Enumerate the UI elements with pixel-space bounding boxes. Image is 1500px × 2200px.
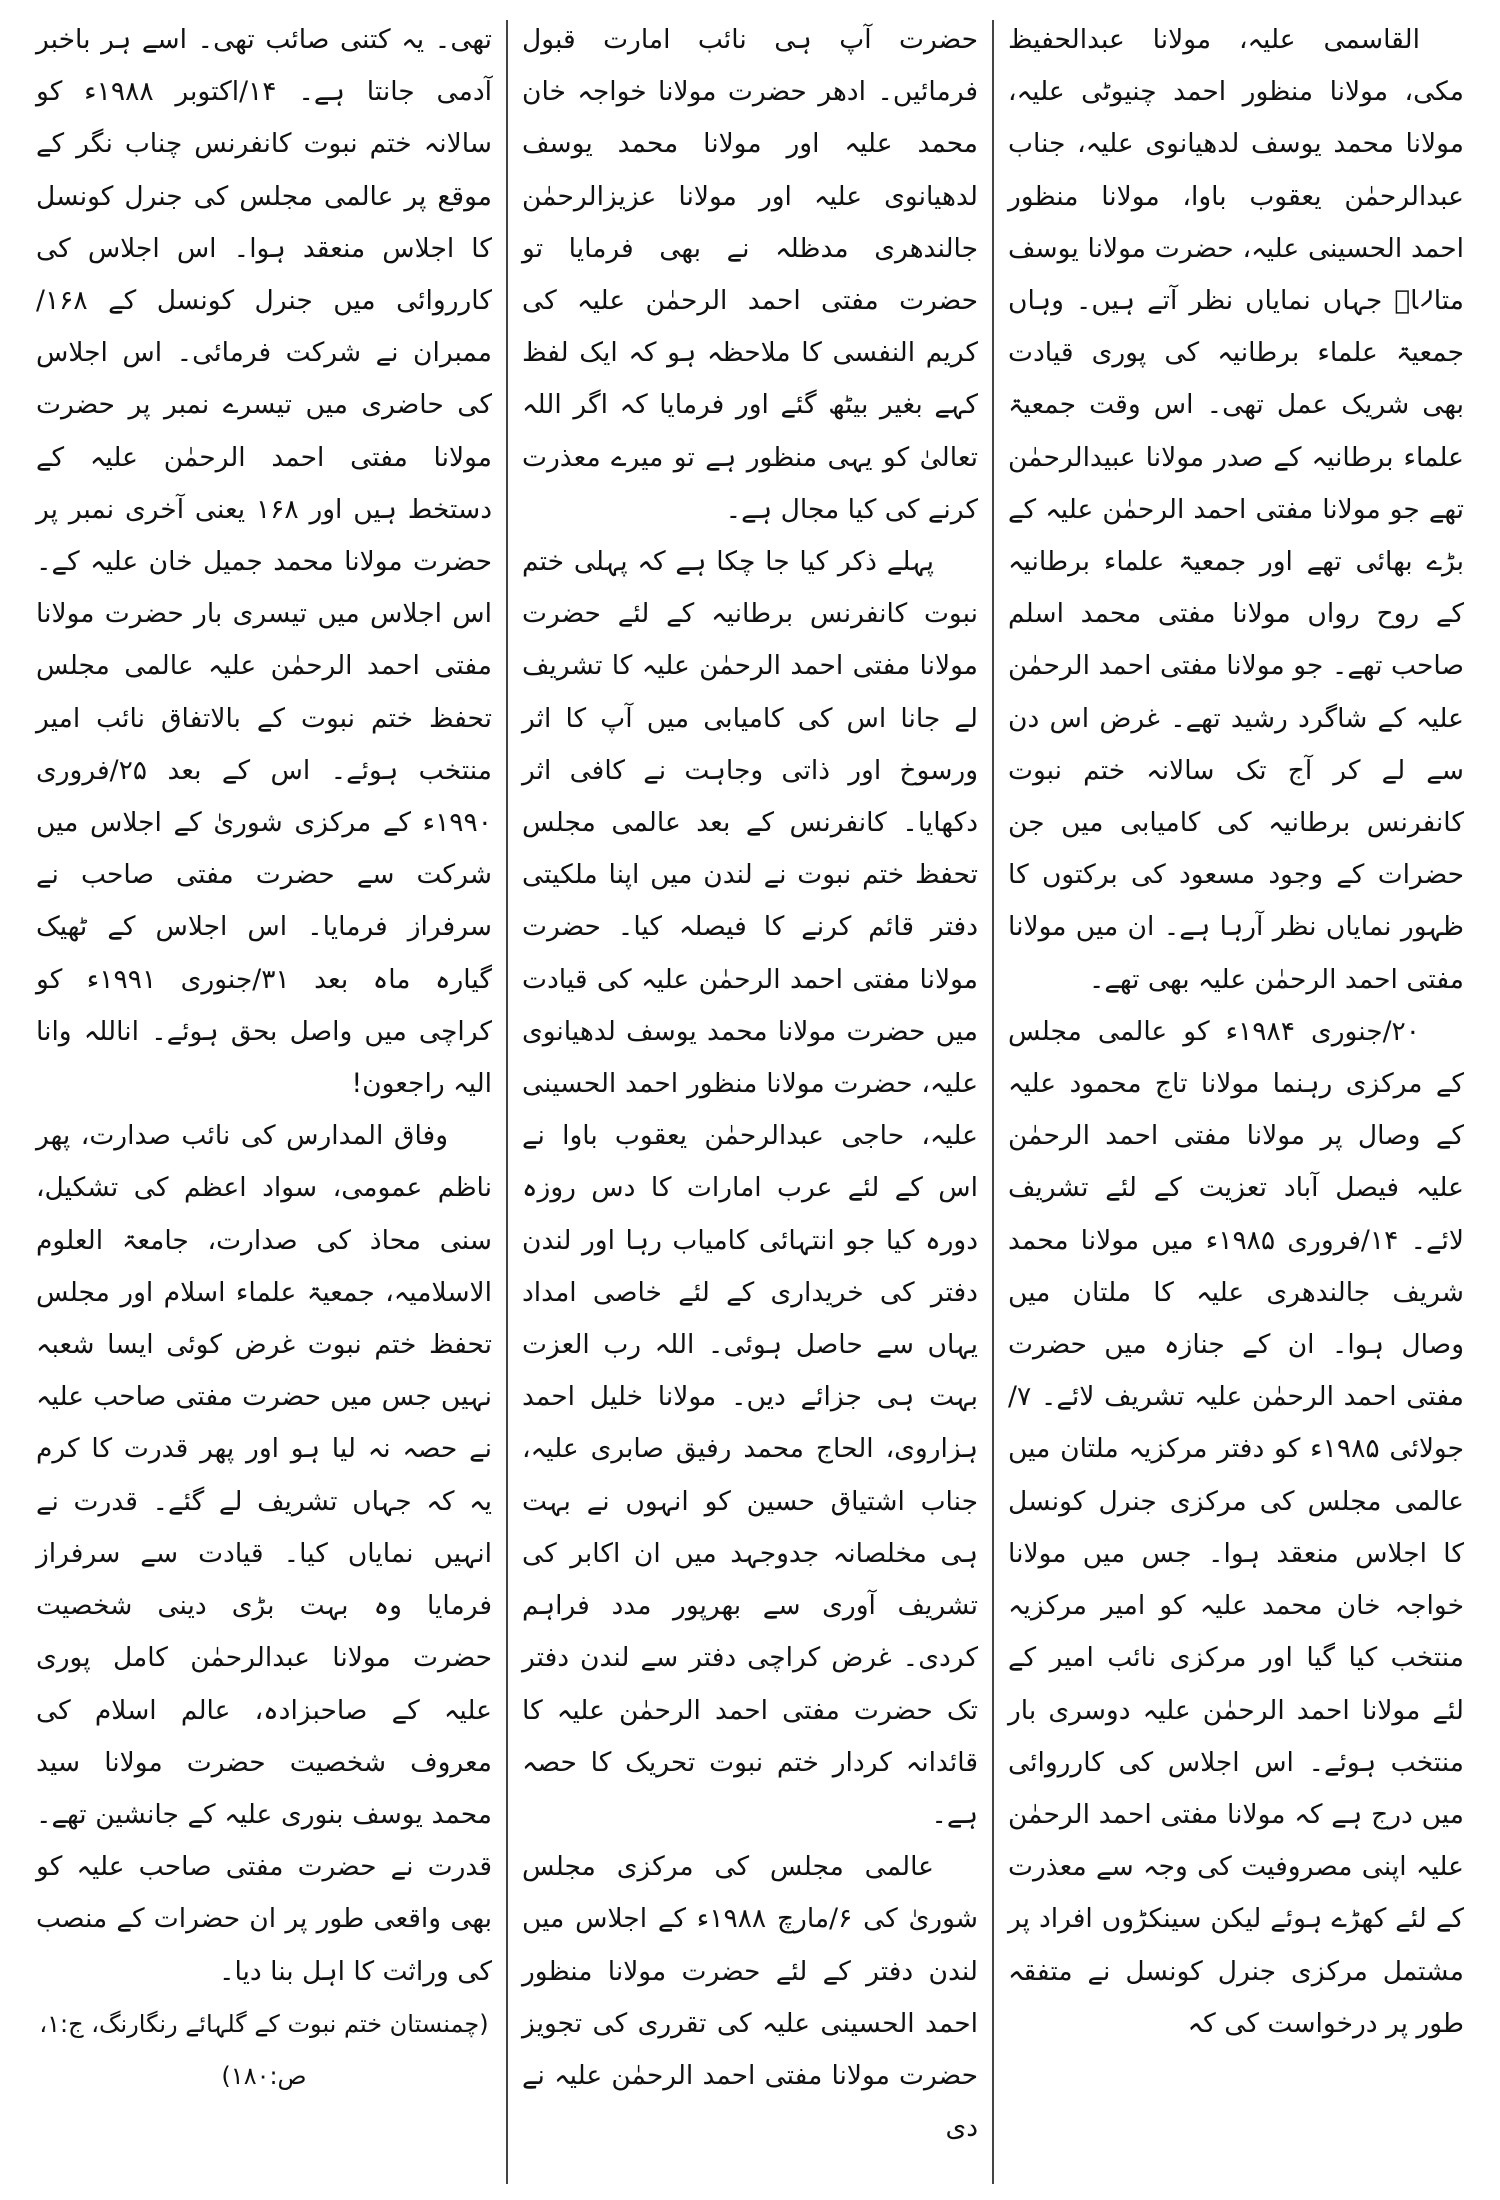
paragraph: تھی۔ یہ کتنی صائب تھی۔ اسے ہر باخبر آدمی جانتا ہے۔ ۱۴/اکتوبر ۱۹۸۸ء کو سالانہ ختم نبوت کانفرنس چناب نگر کے موقع پر عالمی مجلس کی جنرل کونسل کا اجلاس منعقد ہوا۔ اس اجلاس کی کارروائی میں جنرل کونسل کے ۱۶۸/ممبران نے شرکت فرمائی۔ اس اجلاس کی حاضری میں تیسرے نمبر پر حضرت مولانا مفتی احمد الرحمٰن علیہ کے دستخط ہیں اور ۱۶۸ یعنی آخری نمبر پر حضرت مولانا محمد جمیل خان علیہ کے۔ اس اجلاس میں تیسری بار حضرت مولانا مفتی احمد الرحمٰن علیہ عالمی مجلس تحفظ ختم نبوت کے بالاتفاق نائب امیر منتخب ہوئے۔ اس کے بعد ۲۵/فروری ۱۹۹۰ء کے مرکزی شوریٰ کے اجلاس میں شرکت سے حضرت مفتی صاحب نے سرفراز فرمایا۔ اس اجلاس کے ٹھیک گیارہ ماہ بعد ۳۱/جنوری ۱۹۹۱ء کو کراچی میں واصل بحق ہوئے۔ اناللہ وانا الیہ راجعون! — [36, 24, 493, 1100]
column-right — [994, 14, 1478, 2190]
source-reference: (چمنستان ختم نبوت کے گلہائے رنگارنگ، ج:۱، ص:۱۸۰) — [39, 2009, 489, 2090]
paragraph: عالمی مجلس کی مرکزی مجلس شوریٰ کی ۶/مارچ ۱۹۸۸ء کے اجلاس میں لندن دفتر کے لئے حضرت مولانا منظور احمد الحسینی علیہ کی تقرری کی تجویز حضرت مولانا مفتی احمد الرحمٰن علیہ نے دی — [522, 1851, 978, 2144]
paragraph: ۲۰/جنوری ۱۹۸۴ء کو عالمی مجلس کے مرکزی رہنما مولانا تاج محمود علیہ کے وصال پر مولانا مفتی احمد الرحمٰن علیہ فیصل آباد تعزیت کے لئے تشریف لائے۔ ۱۴/فروری ۱۹۸۵ء میں مولانا محمد شریف جالندھری علیہ کا ملتان میں وصال ہوا۔ ان کے جنازہ میں حضرت مفتی احمد الرحمٰن علیہ تشریف لائے۔ ۷/جولائی ۱۹۸۵ء کو دفتر مرکزیہ ملتان میں عالمی مجلس کی مرکزی جنرل کونسل کا اجلاس منعقد ہوا۔ جس میں مولانا خواجہ خان محمد علیہ کو امیر مرکزیہ منتخب کیا گیا اور مرکزی نائب امیر کے لئے مولانا احمد الرحمٰن علیہ دوسری بار منتخب ہوئے۔ اس اجلاس کی کارروائی میں درج ہے کہ مولانا مفتی احمد الرحمٰن علیہ اپنی مصروفیت کی وجہ سے معذرت کے لئے کھڑے ہوئے لیکن سینکڑوں افراد پر مشتمل مرکزی جنرل کونسل نے متفقہ طور پر درخواست کی کہ — [1008, 1015, 1465, 2039]
column-middle — [508, 14, 992, 2190]
paragraph: القاسمی علیہ، مولانا عبدالحفیظ مکی، مولانا منظور احمد چنیوٹی علیہ، مولانا محمد یوسف لدھیانوی علیہ، جناب عبدالرحمٰن یعقوب باوا، مولانا منظور احمد الحسینی علیہ، حضرت مولانا یوسف متالاؒ جہاں نمایاں نظر آتے ہیں۔ وہاں جمعیۃ علماء برطانیہ کی پوری قیادت بھی شریک عمل تھی۔ اس وقت جمعیۃ علماء برطانیہ کے صدر مولانا عبیدالرحمٰن تھے جو مولانا مفتی احمد الرحمٰن علیہ کے بڑے بھائی تھے اور جمعیۃ علماء برطانیہ کے روح رواں مولانا مفتی محمد اسلم صاحب تھے۔ جو مولانا مفتی احمد الرحمٰن علیہ کے شاگرد رشید تھے۔ غرض اس دن سے لے کر آج تک سالانہ ختم نبوت کانفرنس برطانیہ کی کامیابی میں جن حضرات کے وجود مسعود کی برکتوں کا ظہور نمایاں نظر آرہا ہے۔ ان میں مولانا مفتی احمد الرحمٰن علیہ بھی تھے۔ — [1008, 24, 1464, 995]
paragraph: پہلے ذکر کیا جا چکا ہے کہ پہلی ختم نبوت کانفرنس برطانیہ کے لئے حضرت مولانا مفتی احمد الرحمٰن علیہ کا تشریف لے جانا اس کی کامیابی میں آپ کا اثر ورسوخ اور ذاتی وجاہت نے کافی اثر دکھایا۔ کانفرنس کے بعد عالمی مجلس تحفظ ختم نبوت نے لندن میں اپنا ملکیتی دفتر قائم کرنے کا فیصلہ کیا۔ حضرت مولانا مفتی احمد الرحمٰن علیہ کی قیادت میں حضرت مولانا محمد یوسف لدھیانوی علیہ، حضرت مولانا منظور احمد الحسینی علیہ، حاجی عبدالرحمٰن یعقوب باوا نے اس کے لئے عرب امارات کا دس روزہ دورہ کیا جو انتہائی کامیاب رہا اور لندن دفتر کی خریداری کے لئے خاصی امداد یہاں سے حاصل ہوئی۔ اللہ رب العزت بہت ہی جزائے دیں۔ مولانا خلیل احمد ہزاروی، الحاج محمد رفیق صابری علیہ، جناب اشتیاق حسین کو انہوں نے بہت ہی مخلصانہ جدوجہد میں ان اکابر کی تشریف آوری سے بھرپور مدد فراہم کردی۔ غرض کراچی دفتر سے لندن دفتر تک حضرت مفتی احمد الرحمٰن علیہ کا قائدانہ کردار ختم نبوت تحریک کا حصہ ہے۔ — [522, 546, 978, 1830]
column-left — [22, 14, 506, 2190]
paragraph: حضرت آپ ہی نائب امارت قبول فرمائیں۔ ادھر حضرت مولانا خواجہ خان محمد علیہ اور مولانا محمد یوسف لدھیانوی علیہ اور مولانا عزیزالرحمٰن جالندھری مدظلہ نے بھی فرمایا تو حضرت مفتی احمد الرحمٰن علیہ کی کریم النفسی کا ملاحظہ ہو کہ ایک لفظ کہے بغیر بیٹھ گئے اور فرمایا کہ اگر اللہ تعالیٰ کو یہی منظور ہے تو میرے معذرت کرنے کی کیا مجال ہے۔ — [522, 24, 978, 525]
paragraph: وفاق المدارس کی نائب صدارت، پھر ناظم عمومی، سواد اعظم کی تشکیل، سنی محاذ کی صدارت، جامعۃ العلوم الاسلامیہ، جمعیۃ علماء اسلام اور مجلس تحفظ ختم نبوت غرض کوئی ایسا شعبہ نہیں جس میں حضرت مفتی صاحب علیہ نے حصہ نہ لیا ہو اور پھر قدرت کا کرم یہ کہ جہاں تشریف لے گئے۔ قدرت نے انہیں نمایاں کیا۔ قیادت سے سرفراز فرمایا وہ بہت بڑی دینی شخصیت حضرت مولانا عبدالرحمٰن کامل پوری علیہ کے صاحبزادہ، عالم اسلام کی معروف شخصیت حضرت مولانا سید محمد یوسف بنوری علیہ کے جانشین تھے۔ قدرت نے حضرت مفتی صاحب علیہ کو بھی واقعی طور پر ان حضرات کے منصب کی وراثت کا اہل بنا دیا۔ — [36, 1120, 492, 1987]
